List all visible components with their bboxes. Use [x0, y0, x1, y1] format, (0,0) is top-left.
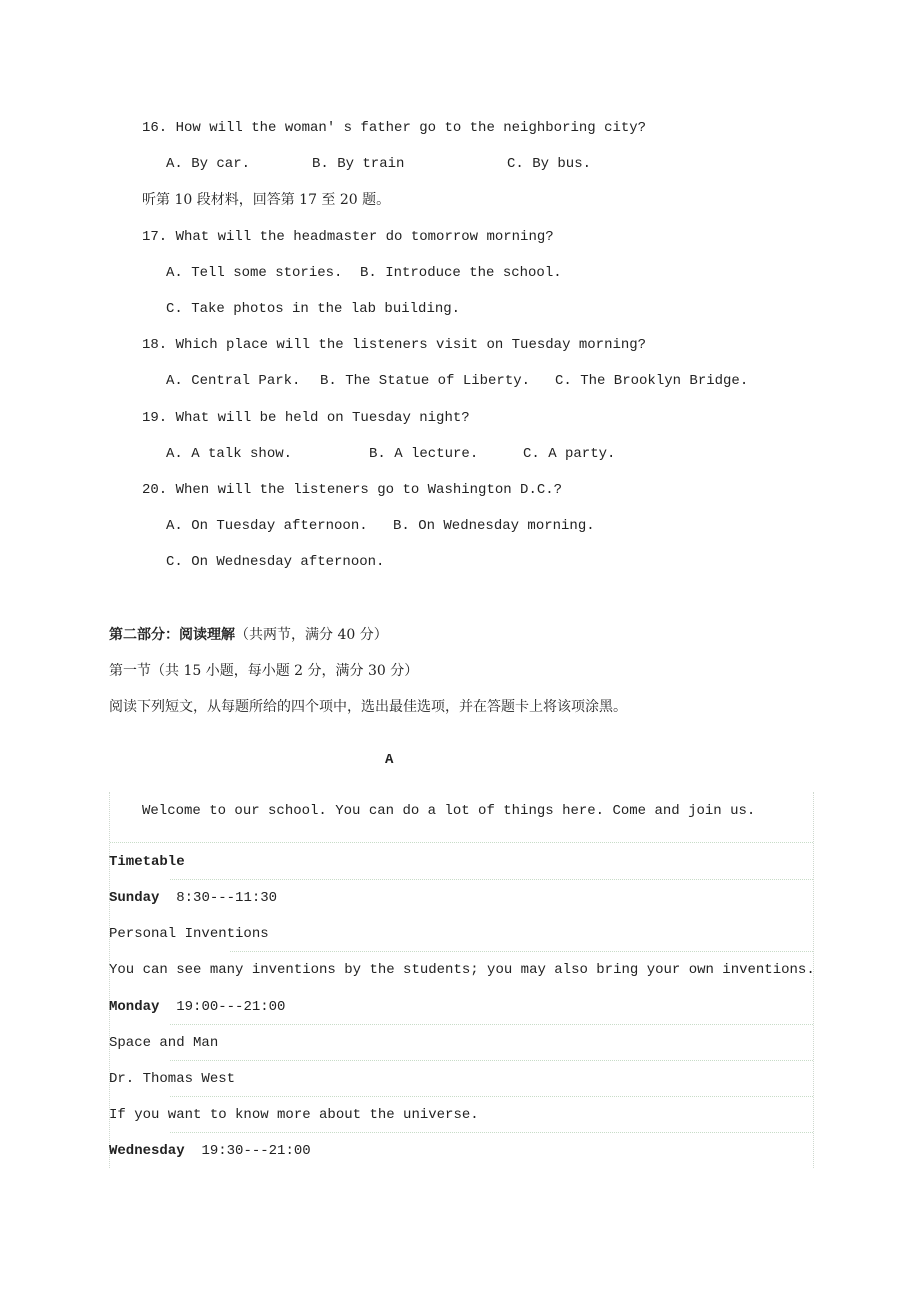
q20-option-b: B. On Wednesday morning. — [393, 518, 595, 534]
monday-time: 19:00---21:00 — [176, 999, 286, 1015]
q17-option-b: B. Introduce the school. — [360, 265, 562, 281]
reading-directions: 阅读下列短文，从每题所给的四个项中，选出最佳选项，并在答题卡上将该项涂黑。 — [109, 699, 627, 715]
question-19: 19. What will be held on Tuesday night? — [142, 410, 470, 426]
part-two-heading — [109, 626, 388, 644]
sunday-time: 8:30---11:30 — [176, 890, 278, 906]
wednesday-time: 19:30---21:00 — [201, 1143, 311, 1159]
monday-description: If you want to know more about the universe. — [109, 1107, 479, 1123]
q20-option-a: A. On Tuesday afternoon. — [166, 518, 368, 534]
divider — [170, 1132, 813, 1133]
divider — [170, 1060, 813, 1061]
q17-option-c: C. Take photos in the lab building. — [166, 301, 461, 317]
part-two-score: （共两节，满分 40 分） — [235, 627, 388, 643]
listening-instruction: 听第 10 段材料，回答第 17 至 20 题。 — [142, 192, 391, 208]
part-two-title: 第二部分：阅读理解 — [109, 627, 235, 643]
q19-option-a: A. A talk show. — [166, 446, 293, 462]
sunday-row — [109, 889, 277, 907]
divider — [170, 1024, 813, 1025]
q18-option-b: B. The Statue of Liberty. — [320, 373, 531, 389]
timetable-title: Timetable — [109, 854, 185, 870]
q16-option-b: B. By train — [312, 156, 405, 172]
question-20: 20. When will the listeners go to Washington D.C.? — [142, 482, 563, 498]
question-17: 17. What will the headmaster do tomorrow morning? — [142, 229, 554, 245]
divider — [110, 842, 813, 843]
monday-event: Space and Man — [109, 1035, 219, 1051]
q18-option-a: A. Central Park. — [166, 373, 301, 389]
divider — [230, 951, 813, 952]
wednesday-row — [109, 1142, 311, 1160]
monday-speaker: Dr. Thomas West — [109, 1071, 236, 1087]
passage-label: A — [385, 752, 394, 768]
q19-option-b: B. A lecture. — [369, 446, 479, 462]
monday-row — [109, 998, 285, 1016]
q16-option-c: C. By bus. — [507, 156, 592, 172]
q16-option-a: A. By car. — [166, 156, 251, 172]
sunday-day: Sunday — [109, 890, 160, 906]
divider — [170, 879, 813, 880]
welcome-text: Welcome to our school. You can do a lot of things here. Come and join us. — [142, 803, 756, 819]
monday-day: Monday — [109, 999, 160, 1015]
q20-option-c: C. On Wednesday afternoon. — [166, 554, 385, 570]
sunday-description: You can see many inventions by the students; you may also bring your own inventions. — [109, 962, 815, 978]
question-16: 16. How will the woman' s father go to the neighboring city? — [142, 120, 647, 136]
section-one-heading: 第一节（共 15 小题，每小题 2 分，满分 30 分） — [109, 663, 419, 679]
q18-option-c: C. The Brooklyn Bridge. — [555, 373, 749, 389]
question-18: 18. Which place will the listeners visit on Tuesday morning? — [142, 337, 647, 353]
wednesday-day: Wednesday — [109, 1143, 185, 1159]
divider — [170, 1096, 813, 1097]
sunday-event: Personal Inventions — [109, 926, 269, 942]
q19-option-c: C. A party. — [523, 446, 616, 462]
q17-option-a: A. Tell some stories. — [166, 265, 343, 281]
